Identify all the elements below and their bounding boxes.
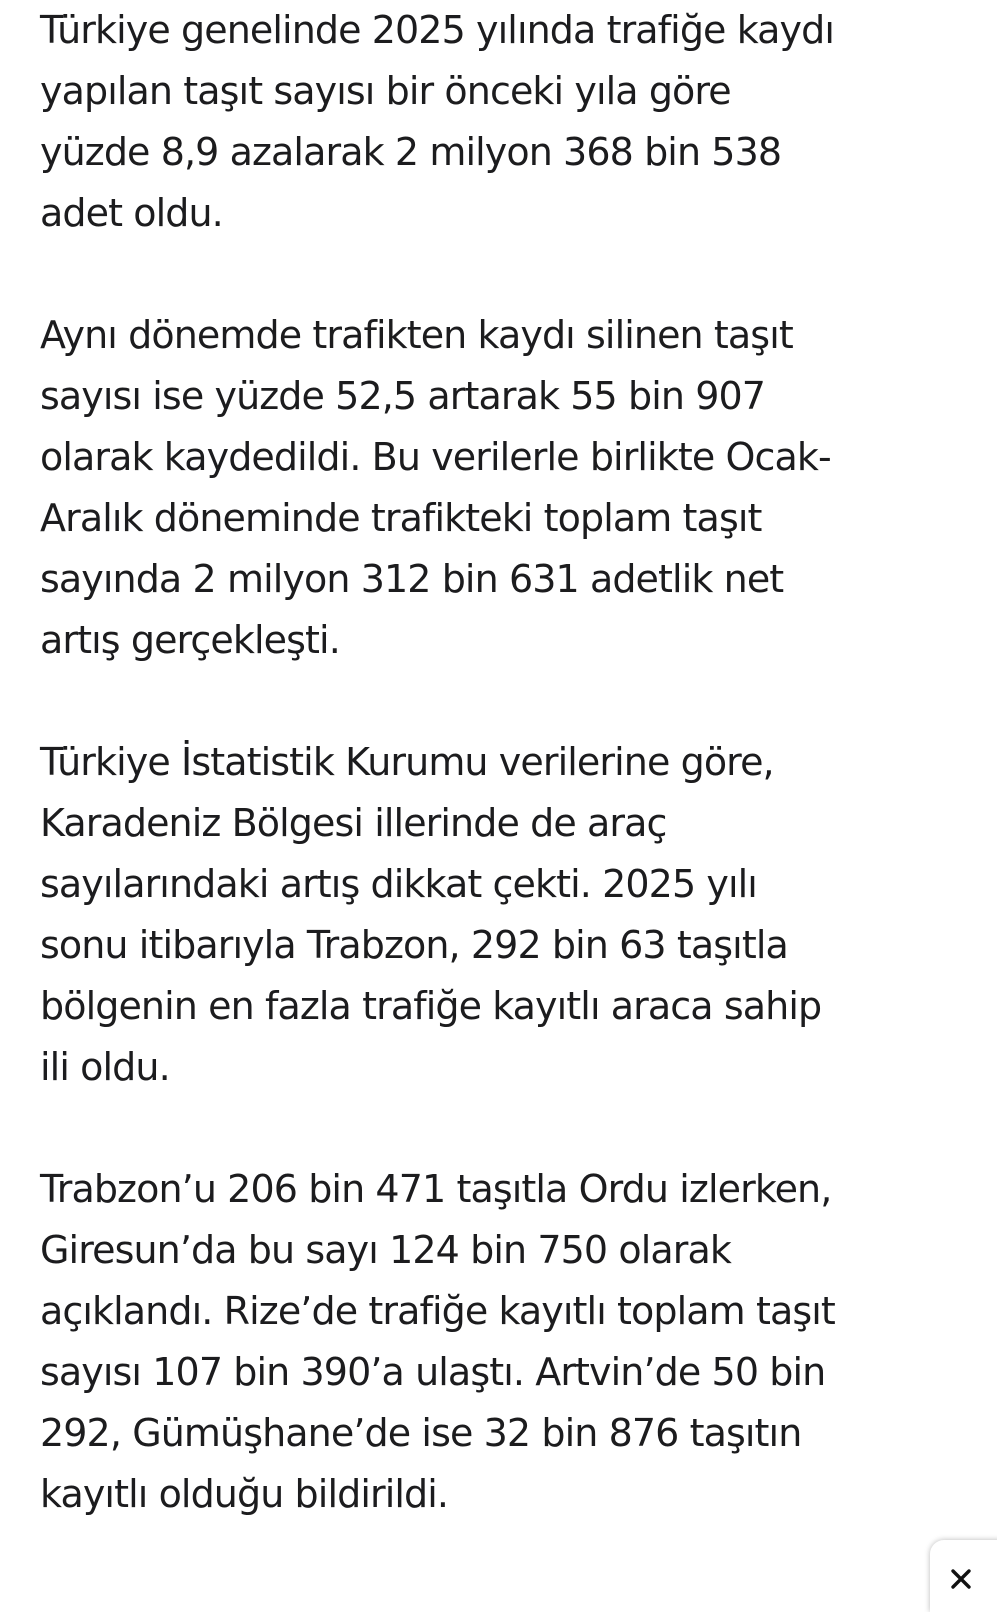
article-body [40,0,970,1525]
article-paragraph-3: Türkiye İstatistik Kurumu verilerine göre, Karadeniz Bölgesi illerinde de araç sayılarındaki artış dikkat çekti. 2025 yılı sonu itibarıyla Trabzon, 292 bin 63 taşıtla bölgenin en fazla trafiğe kayıtlı araca sahip ili oldu. [40,740,822,1089]
close-icon [950,1568,972,1590]
article-paragraph-1: Türkiye genelinde 2025 yılında trafiğe kaydı yapılan taşıt sayısı bir önceki yıla göre yüzde 8,9 azalarak 2 milyon 368 bin 538 adet oldu. [40,8,834,235]
article-paragraph-2: Aynı dönemde trafikten kaydı silinen taşıt sayısı ise yüzde 52,5 artarak 55 bin 907 olarak kaydedildi. Bu verilerle birlikte Ocak- Aralık döneminde trafikteki toplam taşıt sayında 2 milyon 312 bin 631 adetlik net artış gerçekleşti. [40,313,831,662]
close-button[interactable] [930,1540,997,1612]
article-paragraph-4: Trabzon’u 206 bin 471 taşıtla Ordu izlerken, Giresun’da bu sayı 124 bin 750 olarak açıklandı. Rize’de trafiğe kayıtlı toplam taşıt sayısı 107 bin 390’a ulaştı. Artvin’de 50 bin 292, Gümüşhane’de ise 32 bin 876 taşıtın kayıtlı olduğu bildirildi. [40,1167,835,1516]
